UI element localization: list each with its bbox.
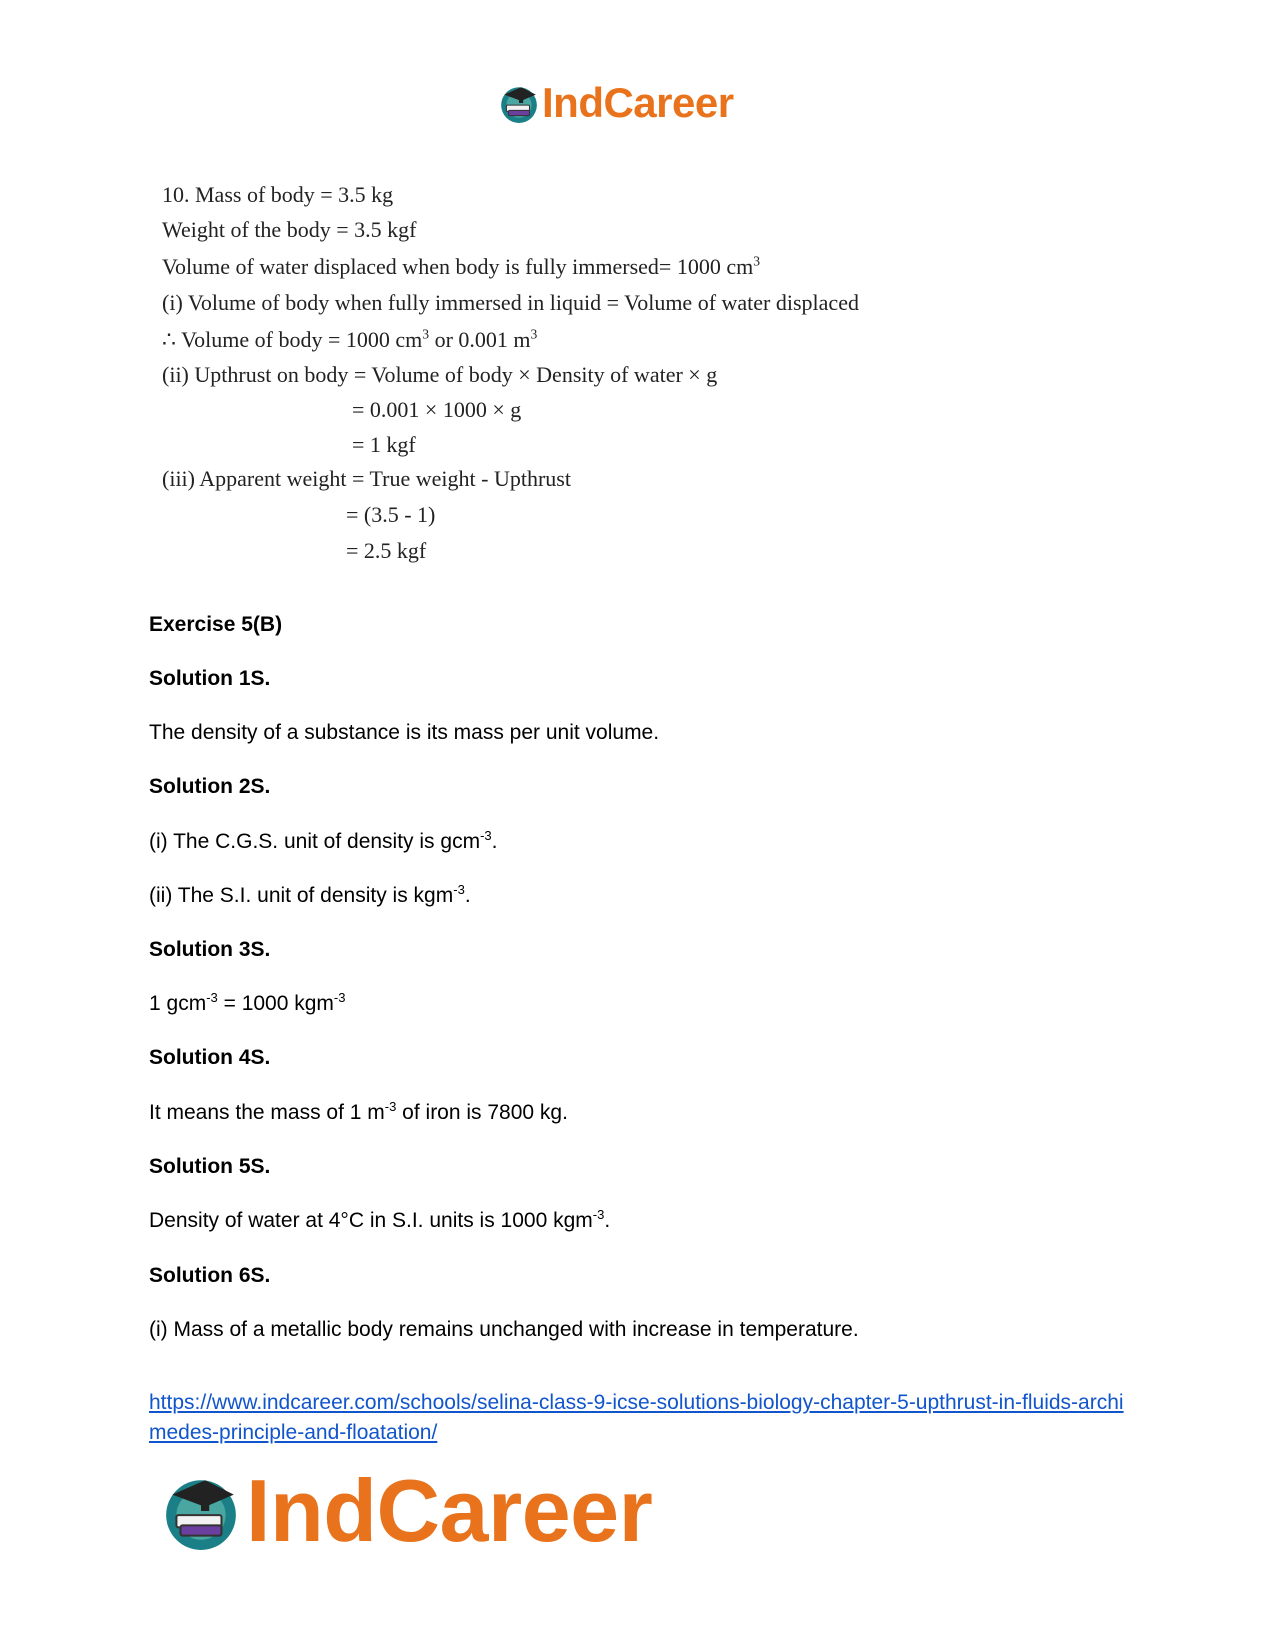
text-run: . [491,830,498,853]
graduation-cap-globe-icon [160,1470,242,1552]
math-text: = 0.001 × 1000 × g [352,397,522,422]
solution-heading: Solution 5S. [149,1155,271,1178]
math-line [162,217,416,243]
math-text: ∴ Volume of body = 1000 cm [162,327,423,352]
text-run: 1 gcm [149,992,207,1015]
math-text: Weight of the body = 3.5 kgf [162,217,417,242]
math-text: = 1 kgf [352,432,416,457]
solution-text [149,1101,568,1125]
text-run: It means the mass of 1 m [149,1101,385,1124]
solution-text [149,830,497,854]
math-line [162,290,859,316]
solution-text [149,884,471,908]
solution-heading: Solution 6S. [149,1264,271,1287]
superscript: 3 [753,253,761,269]
solution-text [149,1209,610,1233]
superscript: -3 [480,828,492,843]
solution-heading: Solution 3S. [149,938,271,961]
superscript: 3 [530,326,538,342]
solution-heading: Solution 4S. [149,1046,271,1069]
math-text: = 2.5 kgf [346,538,427,563]
math-text: (ii) Upthrust on body = Volume of body × Density of water × g [162,362,718,387]
math-line [162,182,393,208]
math-text: (iii) Apparent weight = True weight - Upthrust [162,466,571,491]
brand-wordmark: IndCareer [246,1461,653,1560]
superscript: -3 [592,1207,605,1222]
math-line [352,432,416,458]
solution-text: The density of a substance is its mass per unit volume. [149,721,660,744]
superscript: -3 [206,990,218,1005]
solution-heading: Solution 2S. [149,775,271,798]
math-text: (i) Volume of body when fully immersed in liquid = Volume of water displaced [162,290,859,315]
math-line [346,502,435,528]
solution-text [149,992,346,1016]
header-logo [498,80,734,126]
math-text: or 0.001 m [429,327,531,352]
solution-heading: Solution 1S. [149,667,271,690]
math-line [162,466,571,492]
text-run: = 1000 kgm [217,992,334,1015]
exercise-heading: Exercise 5(B) [149,613,283,636]
footer-logo [160,1461,653,1560]
math-line [162,254,760,280]
text-run: of iron is 7800 kg. [396,1101,568,1124]
text-run: (ii) The S.I. unit of density is kgm [149,884,454,907]
superscript: 3 [422,326,430,342]
math-line [162,362,717,388]
superscript: -3 [384,1099,397,1114]
superscript: -3 [333,990,346,1005]
text-run: . [464,884,471,907]
math-line [346,538,426,564]
math-text: 10. Mass of body = 3.5 kg [162,182,394,207]
solution-text: (i) Mass of a metallic body remains unchanged with increase in temperature. [149,1318,859,1341]
math-text: Volume of water displaced when body is fully immersed= 1000 cm [162,254,754,279]
math-line [162,327,537,353]
text-run: Density of water at 4°C in S.I. units is 1000 kgm [149,1209,593,1232]
superscript: -3 [453,882,465,897]
text-run: . [604,1209,611,1232]
source-url-link[interactable]: https://www.indcareer.com/schools/selina-class-9-icse-solutions-biology-chapter-5-upthrust-in-fluids-archimedes-principle-and-floatation/ [149,1391,1124,1444]
math-text: = (3.5 - 1) [346,502,436,527]
text-run: (i) The C.G.S. unit of density is gcm [149,830,481,853]
brand-wordmark: IndCareer [542,79,734,126]
math-line [352,397,521,423]
graduation-cap-globe-icon [498,82,540,124]
